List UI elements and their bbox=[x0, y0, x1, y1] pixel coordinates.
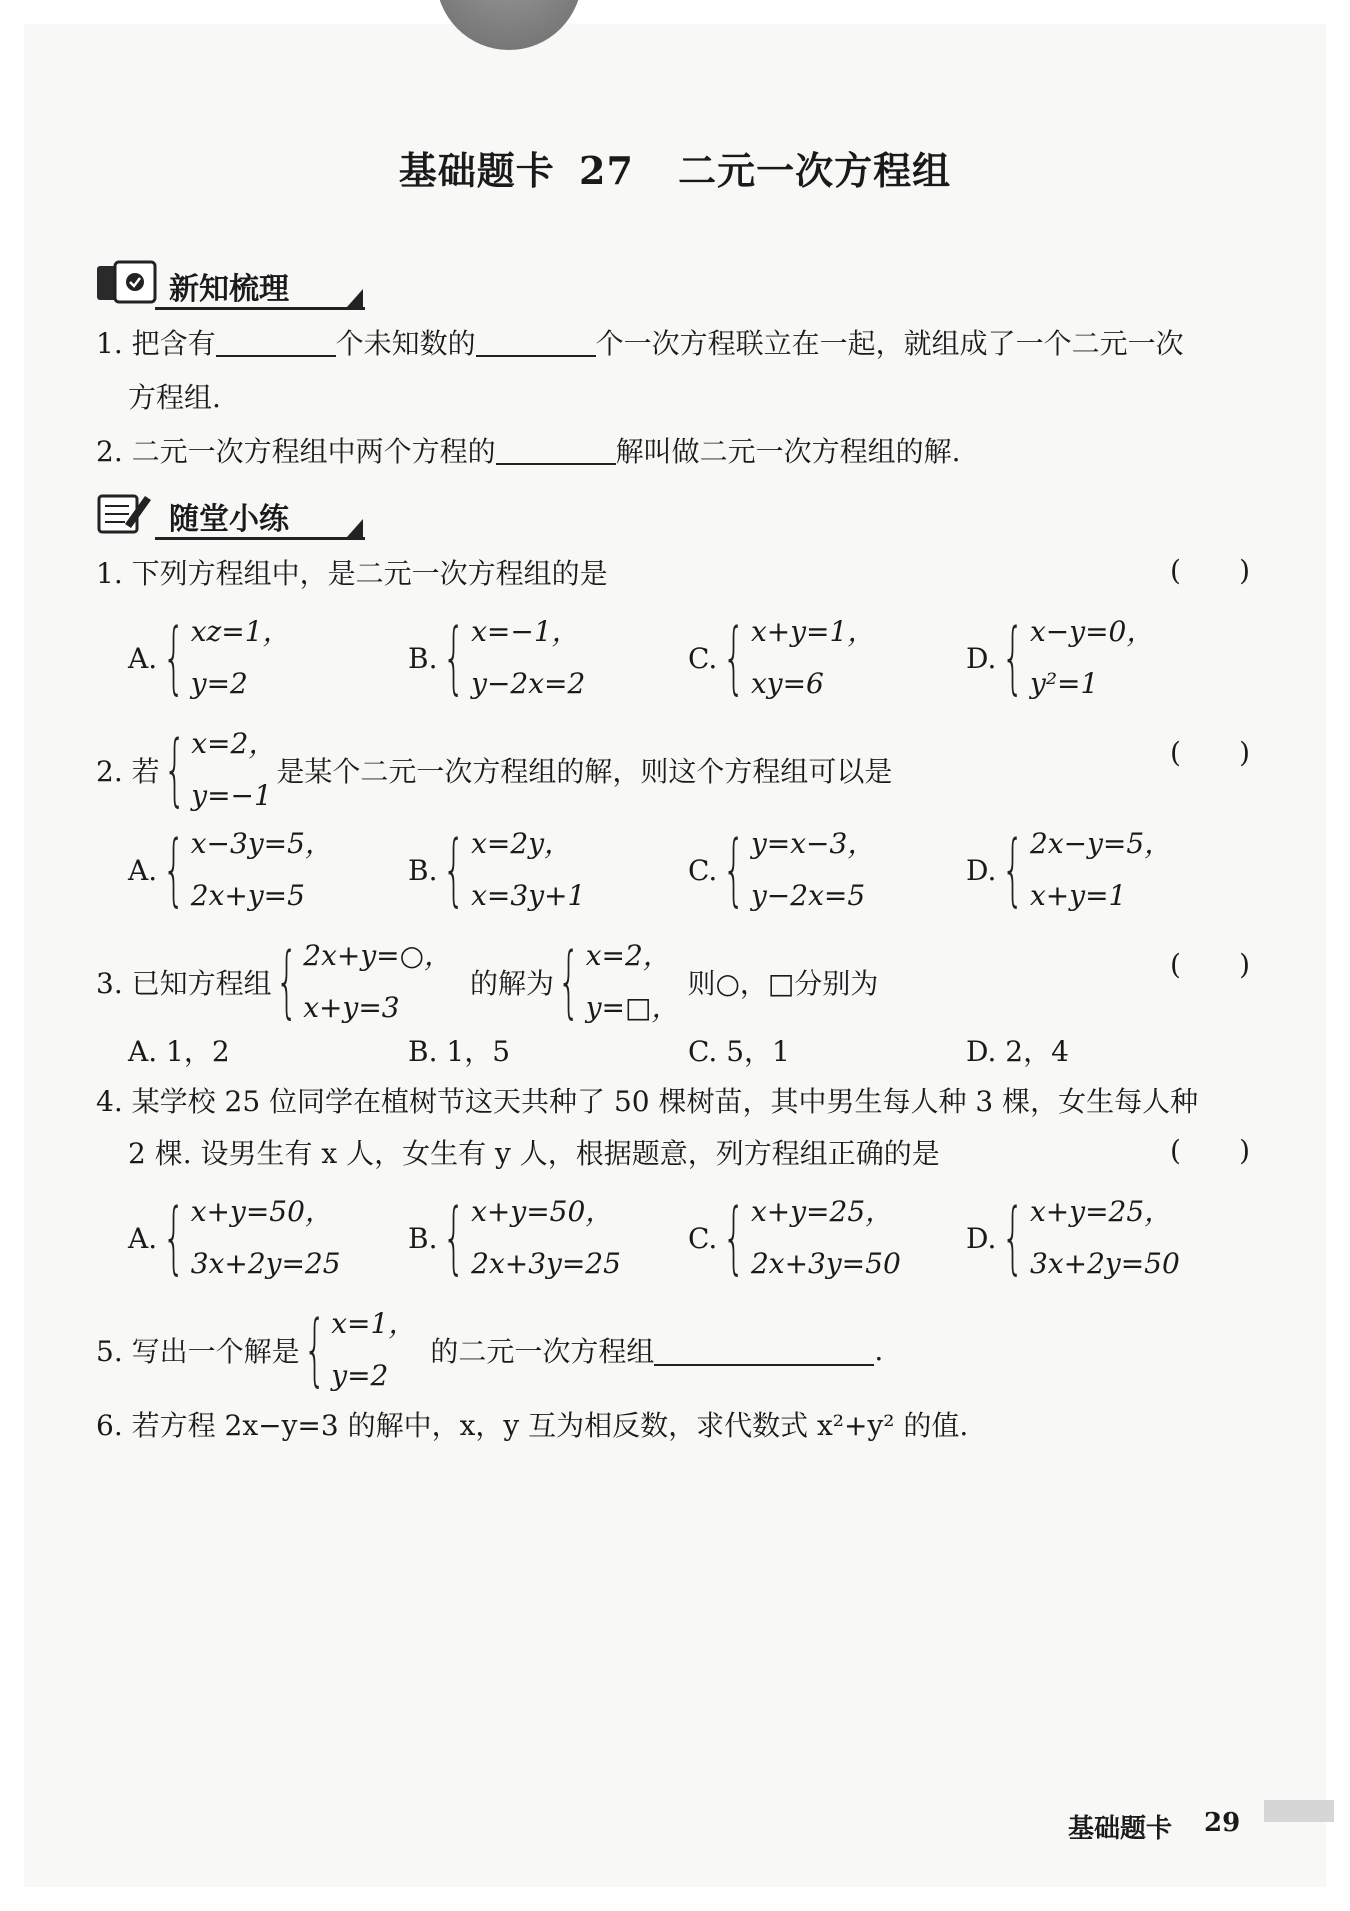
question-3-stem bbox=[96, 930, 878, 1034]
option-letter: A. bbox=[128, 1221, 158, 1255]
brace: { bbox=[443, 825, 466, 915]
footer-label: 基础题卡 bbox=[1068, 1814, 1173, 1844]
text: ) bbox=[1239, 948, 1250, 981]
option-letter: B. bbox=[408, 641, 438, 675]
equation: y−2x=2 bbox=[471, 667, 586, 700]
q2-option-a[interactable] bbox=[128, 818, 333, 922]
knowledge-item-2 bbox=[96, 432, 961, 472]
text: ) bbox=[1239, 1134, 1250, 1167]
equation-system bbox=[160, 718, 277, 822]
equation-system bbox=[272, 930, 452, 1034]
equation: x−y=0， bbox=[1030, 615, 1155, 648]
q4-option-a[interactable] bbox=[128, 1186, 341, 1290]
page-number: 29 bbox=[1204, 1808, 1241, 1838]
text: ( bbox=[1170, 736, 1181, 769]
equation: x+y=25， bbox=[750, 1195, 894, 1228]
equation-system bbox=[554, 930, 679, 1034]
q3-option-c[interactable] bbox=[688, 1030, 790, 1070]
text: 的二元一次方程组 bbox=[430, 1335, 655, 1368]
option-letter: C. bbox=[688, 641, 718, 675]
option-letter: C. bbox=[688, 853, 718, 887]
equation: 2x+3y=25 bbox=[471, 1247, 621, 1280]
answer-parentheses[interactable] bbox=[1170, 554, 1250, 587]
text: 3. 已知方程组 bbox=[96, 967, 272, 1000]
q3-option-b[interactable] bbox=[408, 1030, 510, 1070]
answer-parentheses[interactable] bbox=[1170, 948, 1250, 981]
brace: { bbox=[162, 1193, 186, 1283]
option-letter: A. bbox=[128, 853, 158, 887]
option-text: 1，5 bbox=[446, 1035, 511, 1068]
section-header-knowledge bbox=[95, 258, 365, 310]
brace: { bbox=[303, 1305, 326, 1395]
option-letter: B. bbox=[408, 1035, 438, 1068]
equation: x=2y， bbox=[471, 827, 573, 860]
notepad-pen-icon bbox=[95, 490, 157, 536]
q3-option-a[interactable] bbox=[128, 1030, 230, 1070]
section-underline bbox=[155, 537, 365, 540]
equation: 2x+y=○， bbox=[303, 939, 453, 972]
equation: y=2 bbox=[331, 1359, 389, 1392]
text: 则○，□分别为 bbox=[687, 967, 879, 1000]
brace: { bbox=[722, 613, 746, 703]
question-4-stem-line-2: 2 棵. 设男生有 x 人，女生有 y 人，根据题意，列方程组正确的是 bbox=[128, 1137, 940, 1170]
text: 解叫做二元一次方程组的解. bbox=[615, 435, 961, 468]
text: 1. 把含有 bbox=[96, 327, 216, 360]
equation: x+y=25， bbox=[1030, 1195, 1173, 1228]
equation-system bbox=[159, 818, 333, 922]
q4-option-d[interactable] bbox=[966, 1186, 1180, 1290]
brace: { bbox=[443, 1193, 466, 1283]
knowledge-item-1 bbox=[96, 324, 1184, 364]
equation: y=−1 bbox=[191, 779, 272, 812]
knowledge-item-1-cont: 方程组. bbox=[128, 381, 221, 414]
option-letter: D. bbox=[966, 853, 997, 887]
q1-option-c[interactable] bbox=[688, 606, 875, 710]
title-topic: 二元一次方程组 bbox=[678, 148, 952, 193]
equation: x+y=50， bbox=[190, 1195, 333, 1228]
equation: x+y=3 bbox=[303, 991, 400, 1024]
equation-system bbox=[439, 1186, 620, 1290]
equation: y−2x=5 bbox=[750, 879, 866, 912]
brace: { bbox=[162, 825, 186, 915]
option-letter: B. bbox=[408, 1221, 438, 1255]
fill-blank[interactable] bbox=[496, 433, 616, 465]
section-arrow bbox=[347, 519, 363, 537]
equation-system bbox=[998, 606, 1154, 710]
answer-parentheses[interactable] bbox=[1170, 736, 1250, 769]
option-text: 5，1 bbox=[726, 1035, 790, 1068]
q3-option-d[interactable] bbox=[966, 1030, 1069, 1070]
title-number: 27 bbox=[579, 148, 634, 193]
equation: y=x−3， bbox=[750, 827, 876, 860]
equation: x=2， bbox=[191, 727, 277, 760]
question-2-stem bbox=[96, 718, 892, 822]
text: ( bbox=[1170, 554, 1181, 587]
brace: { bbox=[557, 937, 581, 1027]
text: 2. 二元一次方程组中两个方程的 bbox=[96, 435, 496, 468]
option-letter: D. bbox=[966, 1221, 997, 1255]
title-prefix: 基础题卡 bbox=[398, 148, 555, 193]
brace: { bbox=[1002, 1193, 1025, 1283]
equation: x=3y+1 bbox=[471, 879, 586, 912]
equation: y²=1 bbox=[1030, 667, 1099, 700]
equation: y=□， bbox=[585, 991, 680, 1024]
equation: x−3y=5， bbox=[190, 827, 333, 860]
equation-system bbox=[159, 1186, 340, 1290]
brace: { bbox=[443, 613, 466, 703]
text: ( bbox=[1170, 1134, 1181, 1167]
equation: 2x+3y=50 bbox=[750, 1247, 901, 1280]
text: . bbox=[874, 1333, 884, 1367]
equation: y=2 bbox=[190, 667, 248, 700]
section-label: 随堂小练 bbox=[169, 502, 289, 537]
text: 5. 写出一个解是 bbox=[96, 1335, 300, 1368]
option-text: 2，4 bbox=[1005, 1035, 1069, 1068]
option-letter: C. bbox=[688, 1221, 718, 1255]
brace: { bbox=[722, 1193, 746, 1283]
brace: { bbox=[1002, 825, 1025, 915]
option-letter: D. bbox=[966, 1035, 997, 1068]
equation: xy=6 bbox=[750, 667, 824, 700]
equation: x=2， bbox=[585, 939, 671, 972]
equation: 2x−y=5， bbox=[1030, 827, 1173, 860]
q4-option-c[interactable] bbox=[688, 1186, 901, 1290]
question-5 bbox=[96, 1298, 883, 1402]
fill-blank[interactable] bbox=[216, 325, 336, 357]
option-letter: B. bbox=[408, 853, 438, 887]
equation: xz=1， bbox=[190, 615, 291, 648]
fill-blank[interactable] bbox=[476, 325, 596, 357]
q1-option-b[interactable] bbox=[408, 606, 585, 710]
brace: { bbox=[275, 937, 298, 1027]
question-6: 6. 若方程 2x−y=3 的解中，x，y 互为相反数，求代数式 x²+y² 的值. bbox=[96, 1409, 969, 1442]
equation-system bbox=[719, 606, 875, 710]
text: ( bbox=[1170, 948, 1181, 981]
equation-system bbox=[719, 818, 875, 922]
section-label: 新知梳理 bbox=[169, 272, 289, 307]
option-letter: A. bbox=[128, 641, 158, 675]
page-title bbox=[0, 140, 1350, 195]
equation-system bbox=[300, 1298, 417, 1402]
section-underline bbox=[155, 307, 365, 310]
brace: { bbox=[1002, 613, 1025, 703]
equation: x=1， bbox=[331, 1307, 417, 1340]
notebook-check-icon bbox=[95, 260, 157, 306]
option-text: 1，2 bbox=[166, 1035, 230, 1068]
equation: x+y=1 bbox=[1030, 879, 1127, 912]
equation-system bbox=[998, 818, 1172, 922]
option-letter: C. bbox=[688, 1035, 718, 1068]
q4-option-b[interactable] bbox=[408, 1186, 621, 1290]
text: ) bbox=[1239, 736, 1250, 769]
q2-option-d[interactable] bbox=[966, 818, 1172, 922]
section-arrow bbox=[347, 289, 363, 307]
equation: x+y=50， bbox=[471, 1195, 614, 1228]
option-letter: A. bbox=[128, 1035, 158, 1068]
question-1-stem: 1. 下列方程组中，是二元一次方程组的是 bbox=[96, 557, 608, 590]
equation: x=−1， bbox=[471, 615, 580, 648]
text: 个未知数的 bbox=[335, 327, 476, 360]
equation: 2x+y=5 bbox=[190, 879, 305, 912]
text: 个一次方程联立在一起，就组成了一个二元一次 bbox=[595, 327, 1184, 360]
question-4-stem-line-1: 4. 某学校 25 位同学在植树节这天共种了 50 棵树苗，其中男生每人种 3 棵，女生每人种 bbox=[96, 1085, 1199, 1118]
section-header-practice bbox=[95, 488, 365, 540]
brace: { bbox=[163, 725, 186, 815]
q1-option-d[interactable] bbox=[966, 606, 1154, 710]
text: 2. 若 bbox=[96, 755, 160, 788]
answer-parentheses[interactable] bbox=[1170, 1134, 1250, 1167]
equation: x+y=1， bbox=[750, 615, 876, 648]
equation-system bbox=[998, 1186, 1179, 1290]
text: 是某个二元一次方程组的解，则这个方程组可以是 bbox=[276, 755, 893, 788]
equation-system bbox=[439, 606, 585, 710]
equation: 3x+2y=50 bbox=[1030, 1247, 1180, 1280]
brace: { bbox=[722, 825, 746, 915]
brace: { bbox=[162, 613, 186, 703]
footer-decoration bbox=[1264, 1800, 1334, 1822]
equation: 3x+2y=25 bbox=[190, 1247, 341, 1280]
text: ) bbox=[1239, 554, 1250, 587]
equation-system bbox=[159, 606, 290, 710]
q1-option-a[interactable] bbox=[128, 606, 291, 710]
q2-option-c[interactable] bbox=[688, 818, 875, 922]
q2-option-b[interactable] bbox=[408, 818, 585, 922]
equation-system bbox=[439, 818, 585, 922]
equation-system bbox=[719, 1186, 900, 1290]
answer-blank[interactable] bbox=[654, 1334, 874, 1366]
option-letter: D. bbox=[966, 641, 997, 675]
text: 的解为 bbox=[470, 967, 555, 1000]
